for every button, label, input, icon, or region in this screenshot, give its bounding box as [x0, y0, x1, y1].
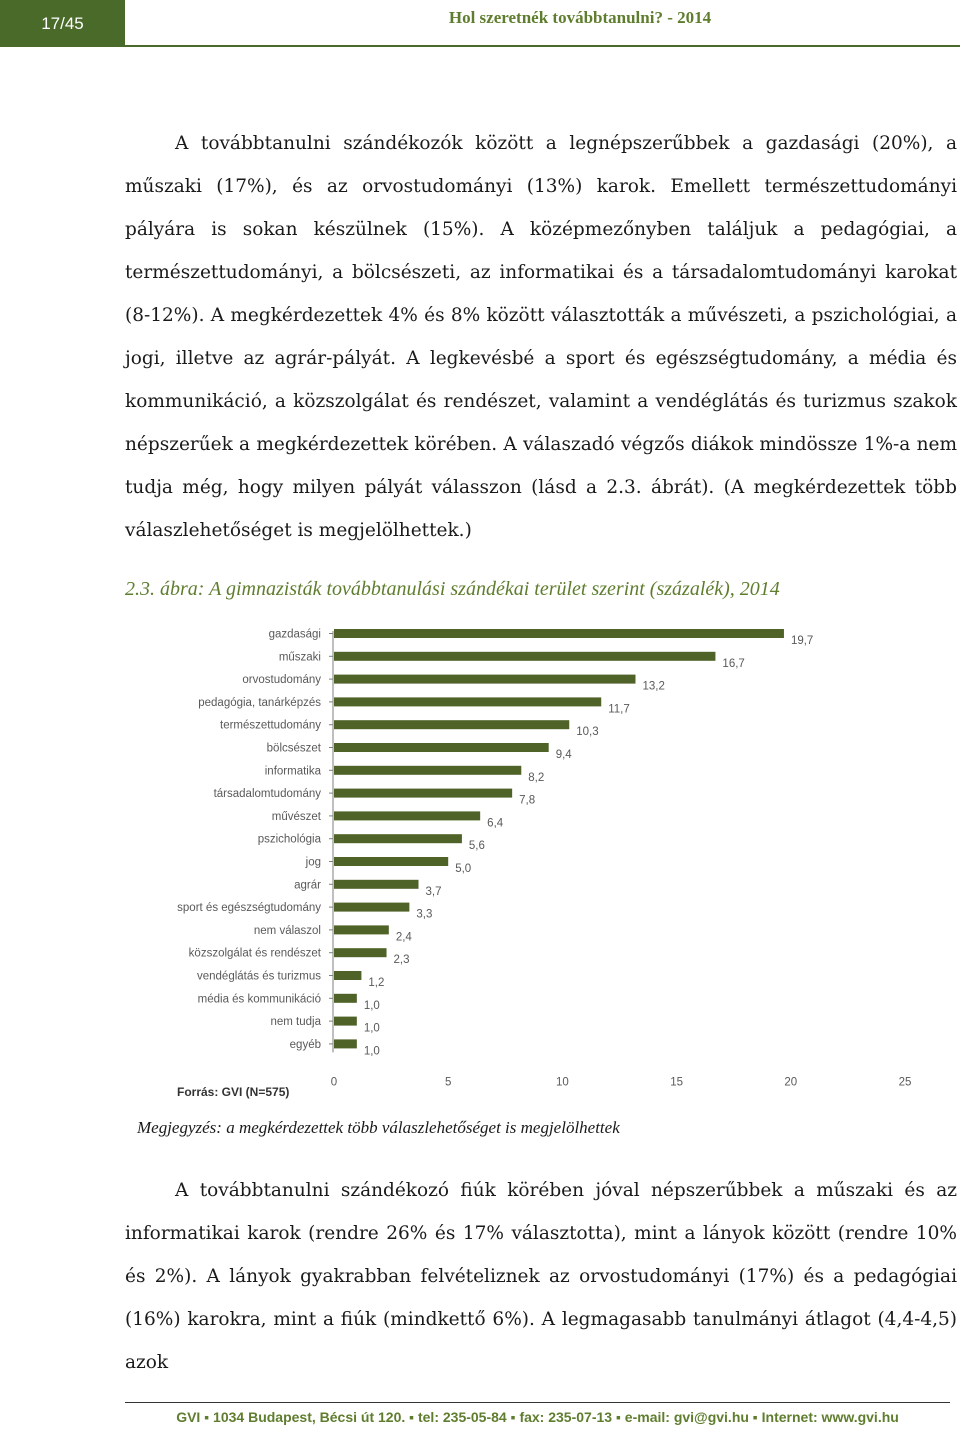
bar [334, 1017, 357, 1026]
category-label: nem válaszol [253, 924, 321, 937]
x-tick-label: 15 [670, 1076, 683, 1089]
bar [334, 766, 521, 775]
bar [334, 834, 462, 843]
value-label: 5,6 [468, 840, 485, 853]
category-label: egyéb [289, 1038, 321, 1051]
bar [334, 903, 409, 912]
category-label: pedagógia, tanárképzés [198, 696, 321, 709]
bar [334, 789, 512, 798]
value-label: 1,0 [363, 1022, 380, 1035]
value-label: 13,2 [642, 680, 665, 693]
bar [334, 697, 601, 706]
value-label: 10,3 [576, 726, 599, 739]
page-number-badge [0, 0, 125, 47]
bar-chart [0, 620, 960, 1090]
value-label: 5,0 [455, 863, 472, 875]
bar [334, 743, 549, 752]
header-title: Hol szeretnék továbbtanulni? - 2014 [448, 8, 712, 27]
bar [334, 720, 569, 729]
value-label: 3,7 [425, 885, 442, 898]
category-label: orvostudomány [242, 674, 321, 687]
category-label: művészet [271, 810, 321, 823]
value-label: 2,4 [395, 931, 412, 944]
value-label: 8,2 [528, 771, 545, 784]
value-label: 19,7 [790, 635, 814, 647]
bar [334, 675, 635, 684]
header-divider [125, 45, 960, 47]
value-label: 1,0 [363, 999, 380, 1012]
bar [334, 629, 784, 638]
x-tick-label: 20 [784, 1076, 798, 1089]
bar [334, 652, 715, 661]
category-label: természettudomány [220, 719, 321, 732]
body-paragraph-2: A továbbtanulni szándékozó fiúk körében jóval népszerűbbek a műszaki és az informatikai karok (rendre 26% és 17% választotta), mint a lányok között (rendre 10% és 2%). A lányok gyakrabban felvételiznek az orvostudományi (17%) és a pedagógiai (16%) karokra, mint a fiúk (mindkettő 6%). A legmagasabb tanulmányi átlagot (4,4-4,5) azok [125, 1180, 957, 1373]
value-label: 16,7 [722, 657, 745, 670]
chart-source: Forrás: GVI (N=575) [177, 1085, 290, 1099]
value-label: 1,0 [363, 1045, 380, 1058]
x-tick-label: 5 [444, 1076, 452, 1089]
category-label: informatika [264, 765, 321, 778]
value-label: 2,3 [393, 954, 410, 967]
category-label: média és kommunikáció [197, 993, 321, 1006]
bar [334, 857, 448, 866]
bar [334, 880, 419, 889]
category-label: nem tudja [270, 1016, 321, 1029]
body-paragraph-1: A továbbtanulni szándékozók között a legnépszerűbbek a gazdasági (20%), a műszaki (17%), és az orvostudományi (13%) karok. Emellett természettudományi pályára is sokan készülnek (15%). A középmezőnyben találjuk a pedagógiai, a természettudományi, a bölcsészeti, az informatikai és a társadalomtudományi karokat (8-12%). A megkérdezettek 4% és 8% között választották a művészeti, a pszichológiai, a jogi, illetve az agrár-pályát. A legkevésbé a sport és egészségtudomány, a média és kommunikáció, a közszolgálat és rendészet, valamint a vendéglátás és turizmus szakok népszerűek a megkérdezettek körében. A válaszadó végzős diákok mindössze 1%-a nem tudja még, hogy milyen pályát válasszon (lásd a 2.3. ábrát). (A megkérdezettek több válaszlehetőséget is megjelölhettek.) [125, 133, 957, 541]
category-label: vendéglátás és turizmus [196, 970, 321, 983]
value-label: 6,4 [487, 817, 504, 830]
category-label: műszaki [278, 651, 321, 664]
value-label: 1,2 [368, 977, 385, 989]
bar [334, 925, 389, 934]
value-label: 7,8 [519, 794, 536, 807]
value-label: 3,3 [416, 908, 433, 921]
category-label: jog [305, 856, 321, 869]
page-number: 17/45 [41, 13, 84, 33]
x-tick-label: 25 [898, 1076, 912, 1089]
footer-divider [125, 1402, 950, 1403]
bar [334, 1039, 357, 1048]
x-tick-label: 10 [556, 1076, 569, 1089]
bar [334, 994, 357, 1003]
category-label: közszolgálat és rendészet [188, 947, 321, 960]
category-label: bölcsészet [266, 742, 321, 755]
category-label: agrár [294, 879, 321, 892]
x-tick-label: 0 [330, 1076, 338, 1089]
bar [334, 811, 480, 820]
value-label: 9,4 [555, 749, 572, 761]
category-label: társadalomtudomány [213, 788, 321, 801]
footer-contact: GVI ▪ 1034 Budapest, Bécsi út 120. ▪ tel: 235-05-84 ▪ fax: 235-07-13 ▪ e-mail: gvi@gvi.hu ▪ Internet: www.gvi.hu [176, 1409, 899, 1425]
category-label: sport és egészségtudomány [177, 902, 321, 915]
category-label: pszichológia [257, 833, 321, 846]
bar [334, 948, 387, 957]
chart-note: Megjegyzés: a megkérdezettek több válaszlehetőséget is megjelölhettek [137, 1118, 620, 1137]
category-label: gazdasági [268, 628, 321, 641]
figure-caption: 2.3. ábra: A gimnazisták továbbtanulási szándékai terület szerint (százalék), 2014 [125, 578, 780, 600]
bar [334, 971, 361, 980]
value-label: 11,7 [608, 703, 630, 716]
